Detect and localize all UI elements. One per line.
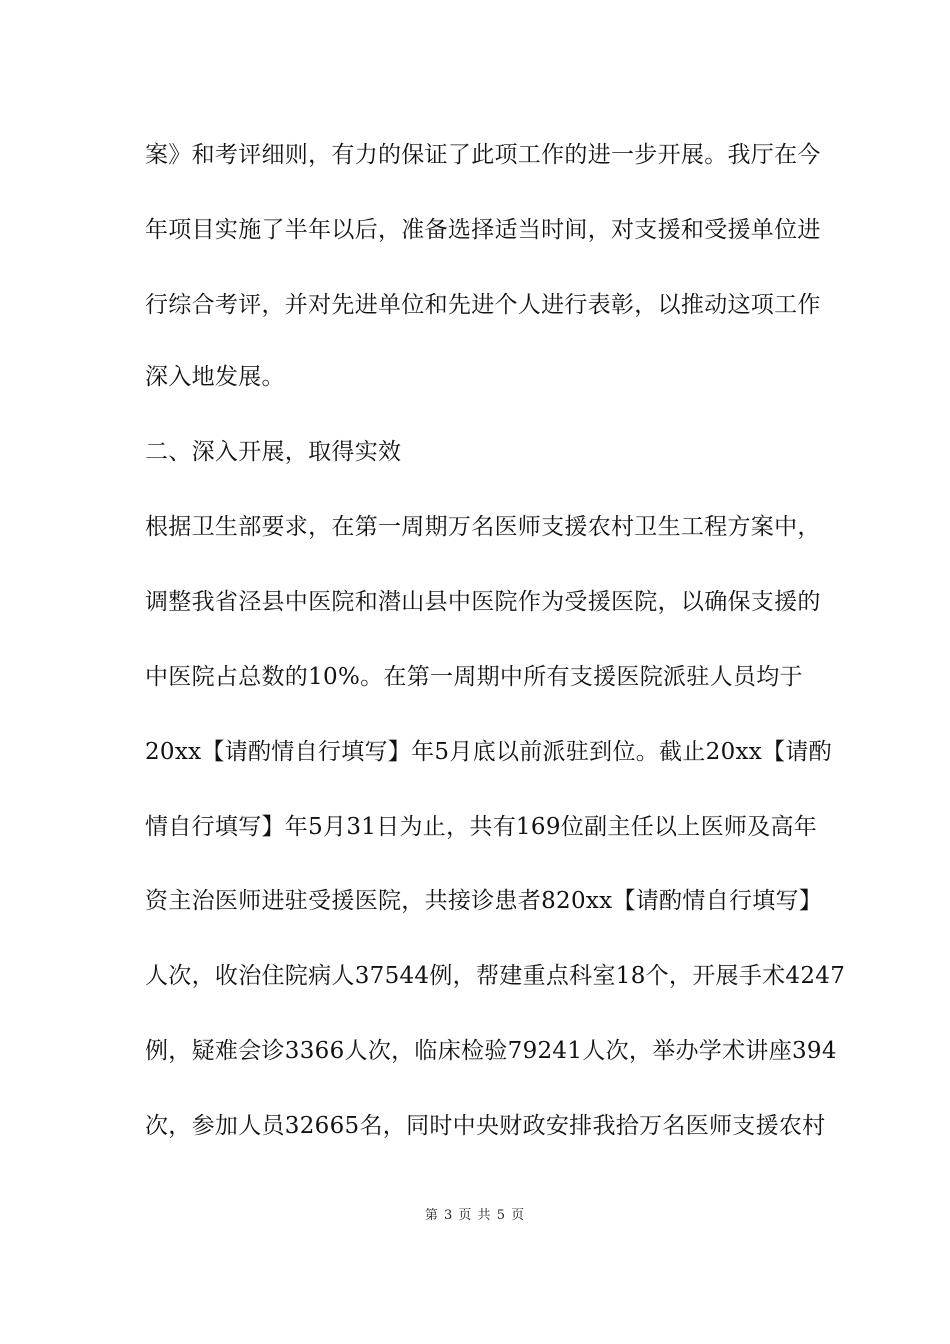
body-text-line: 行综合考评，并对先进单位和先进个人进行表彰，以推动这项工作: [145, 292, 821, 318]
body-text-line: 案》和考评细则，有力的保证了此项工作的进一步开展。我厅在今: [145, 142, 821, 168]
section-heading: 二、深入开展，取得实效: [145, 439, 402, 465]
body-text-line: 年项目实施了半年以后，准备选择适当时间，对支援和受援单位进: [145, 217, 821, 243]
body-text-line: 资主治医师进驻受援医院，共接诊患者820xx【请酌情自行填写】: [145, 888, 823, 914]
body-text-line: 深入地发展。: [145, 364, 285, 390]
body-text-line: 人次，收治住院病人37544例，帮建重点科室18个，开展手术4247: [145, 963, 846, 989]
body-text-line: 例，疑难会诊3366人次，临床检验79241人次，举办学术讲座394: [145, 1038, 837, 1064]
page-number-footer: 第 3 页 共 5 页: [424, 1208, 526, 1223]
body-text-line: 中医院占总数的10%。在第一周期中所有支援医院派驻人员均于: [145, 664, 803, 690]
body-text-line: 20xx【请酌情自行填写】年5月底以前派驻到位。截止20xx【请酌: [145, 739, 832, 765]
body-text-line: 根据卫生部要求，在第一周期万名医师支援农村卫生工程方案中，: [145, 514, 821, 540]
body-text-line: 情自行填写】年5月31日为止，共有169位副主任以上医师及高年: [145, 814, 818, 840]
body-text-line: 次，参加人员32665名，同时中央财政安排我拾万名医师支援农村: [145, 1113, 826, 1139]
body-text-line: 调整我省泾县中医院和潜山县中医院作为受援医院，以确保支援的: [145, 589, 821, 615]
